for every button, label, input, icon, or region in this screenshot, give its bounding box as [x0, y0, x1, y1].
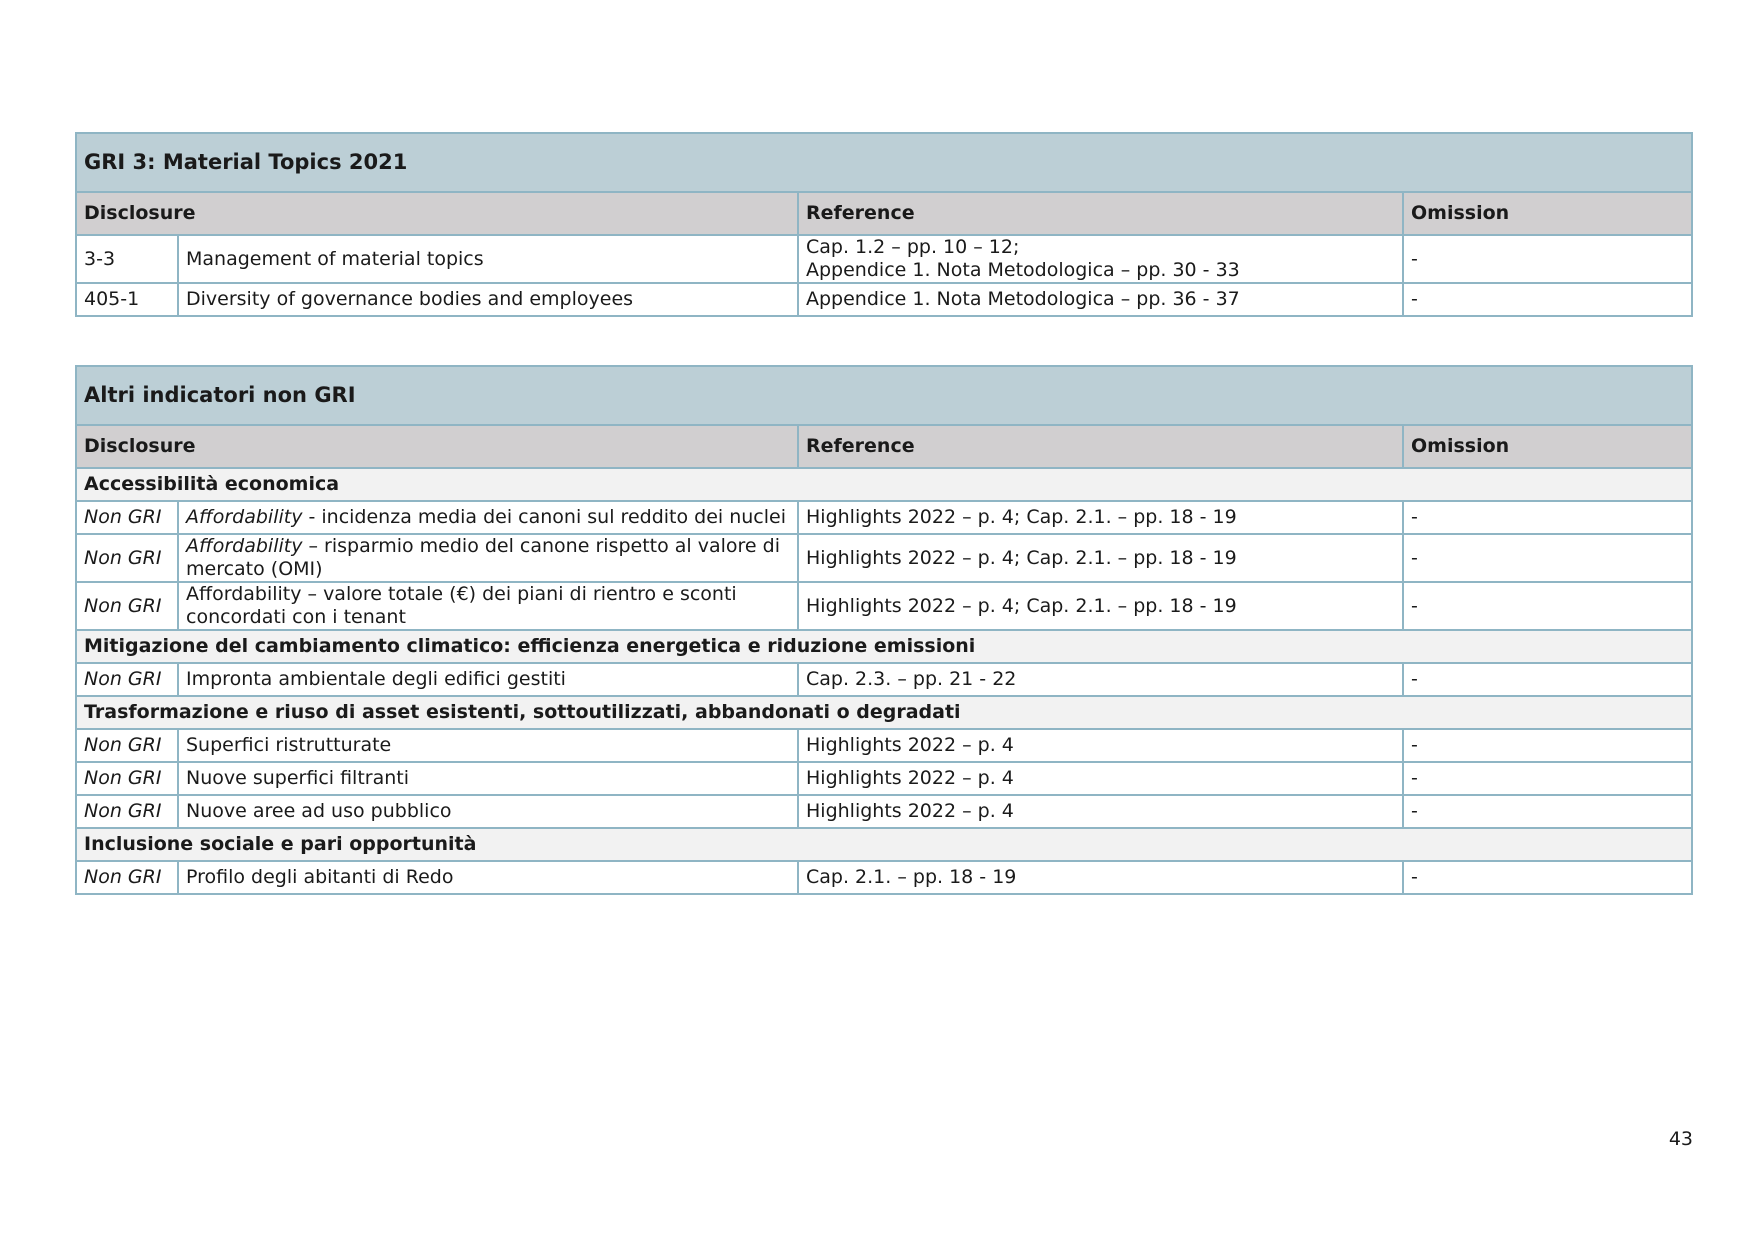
disclosure-description — [178, 501, 798, 534]
section-heading: Inclusione sociale e pari opportunità — [76, 828, 1692, 861]
table-row — [76, 283, 1692, 316]
disclosure-code: Non GRI — [76, 534, 178, 582]
description-text: – risparmio medio del canone rispetto al valore di mercato (OMI) — [186, 535, 780, 580]
omission-cell: - — [1403, 663, 1692, 696]
section-heading: Accessibilità economica — [76, 468, 1692, 501]
disclosure-code: 405-1 — [76, 283, 178, 316]
omission-cell: - — [1403, 235, 1692, 283]
reference-cell: Highlights 2022 – p. 4; Cap. 2.1. – pp. 18 - 19 — [798, 582, 1403, 630]
disclosure-code: Non GRI — [76, 762, 178, 795]
omission-cell: - — [1403, 729, 1692, 762]
disclosure-code: Non GRI — [76, 861, 178, 894]
disclosure-description: Affordability – valore totale (€) dei piani di rientro e sconti concordati con i tenant — [178, 582, 798, 630]
disclosure-code: 3-3 — [76, 235, 178, 283]
table-title-row — [76, 133, 1692, 192]
section-heading: Mitigazione del cambiamento climatico: efficienza energetica e riduzione emissioni — [76, 630, 1692, 663]
reference-cell: Highlights 2022 – p. 4; Cap. 2.1. – pp. 18 - 19 — [798, 534, 1403, 582]
omission-cell: - — [1403, 762, 1692, 795]
disclosure-code: Non GRI — [76, 795, 178, 828]
disclosure-description: Nuove superfici filtranti — [178, 762, 798, 795]
disclosure-code: Non GRI — [76, 729, 178, 762]
omission-cell: - — [1403, 795, 1692, 828]
table-row — [76, 762, 1692, 795]
reference-cell: Appendice 1. Nota Metodologica – pp. 36 - 37 — [798, 283, 1403, 316]
header-disclosure: Disclosure — [76, 192, 798, 235]
table-header-row — [76, 425, 1692, 468]
disclosure-description: Management of material topics — [178, 235, 798, 283]
reference-line: Cap. 1.2 – pp. 10 – 12; — [806, 236, 1020, 258]
reference-cell: Highlights 2022 – p. 4; Cap. 2.1. – pp. 18 - 19 — [798, 501, 1403, 534]
header-omission: Omission — [1403, 425, 1692, 468]
header-reference: Reference — [798, 192, 1403, 235]
description-emphasis: Affordability — [186, 506, 303, 528]
gri3-material-topics-table — [75, 132, 1693, 317]
section-heading-row — [76, 630, 1692, 663]
reference-cell: Highlights 2022 – p. 4 — [798, 762, 1403, 795]
reference-cell: Highlights 2022 – p. 4 — [798, 729, 1403, 762]
description-text: - incidenza media dei canoni sul reddito dei nuclei — [302, 506, 786, 528]
disclosure-description: Profilo degli abitanti di Redo — [178, 861, 798, 894]
omission-cell: - — [1403, 861, 1692, 894]
table-row — [76, 501, 1692, 534]
page-number: 43 — [1668, 1128, 1693, 1150]
header-reference: Reference — [798, 425, 1403, 468]
reference-cell: Cap. 2.3. – pp. 21 - 22 — [798, 663, 1403, 696]
table-title: Altri indicatori non GRI — [76, 366, 1692, 425]
reference-cell: Highlights 2022 – p. 4 — [798, 795, 1403, 828]
reference-cell: Cap. 2.1. – pp. 18 - 19 — [798, 861, 1403, 894]
omission-cell: - — [1403, 283, 1692, 316]
disclosure-description: Diversity of governance bodies and employees — [178, 283, 798, 316]
table-header-row — [76, 192, 1692, 235]
omission-cell: - — [1403, 501, 1692, 534]
section-heading-row — [76, 696, 1692, 729]
section-heading: Trasformazione e riuso di asset esistenti, sottoutilizzati, abbandonati o degradati — [76, 696, 1692, 729]
disclosure-code: Non GRI — [76, 582, 178, 630]
table-row — [76, 729, 1692, 762]
non-gri-indicators-table — [75, 365, 1693, 895]
section-heading-row — [76, 468, 1692, 501]
description-emphasis: Affordability — [186, 535, 303, 557]
table-row — [76, 663, 1692, 696]
table-row — [76, 861, 1692, 894]
disclosure-code: Non GRI — [76, 501, 178, 534]
table-row — [76, 582, 1692, 630]
omission-cell: - — [1403, 534, 1692, 582]
reference-line: Appendice 1. Nota Metodologica – pp. 30 - 33 — [806, 259, 1240, 281]
table-title-row — [76, 366, 1692, 425]
header-omission: Omission — [1403, 192, 1692, 235]
omission-cell: - — [1403, 582, 1692, 630]
header-disclosure: Disclosure — [76, 425, 798, 468]
table-row — [76, 795, 1692, 828]
disclosure-description: Superfici ristrutturate — [178, 729, 798, 762]
disclosure-description: Nuove aree ad uso pubblico — [178, 795, 798, 828]
reference-cell — [798, 235, 1403, 283]
disclosure-code: Non GRI — [76, 663, 178, 696]
disclosure-description — [178, 534, 798, 582]
section-heading-row — [76, 828, 1692, 861]
table-row — [76, 534, 1692, 582]
table-row — [76, 235, 1692, 283]
table-title: GRI 3: Material Topics 2021 — [76, 133, 1692, 192]
disclosure-description: Impronta ambientale degli edifici gestiti — [178, 663, 798, 696]
